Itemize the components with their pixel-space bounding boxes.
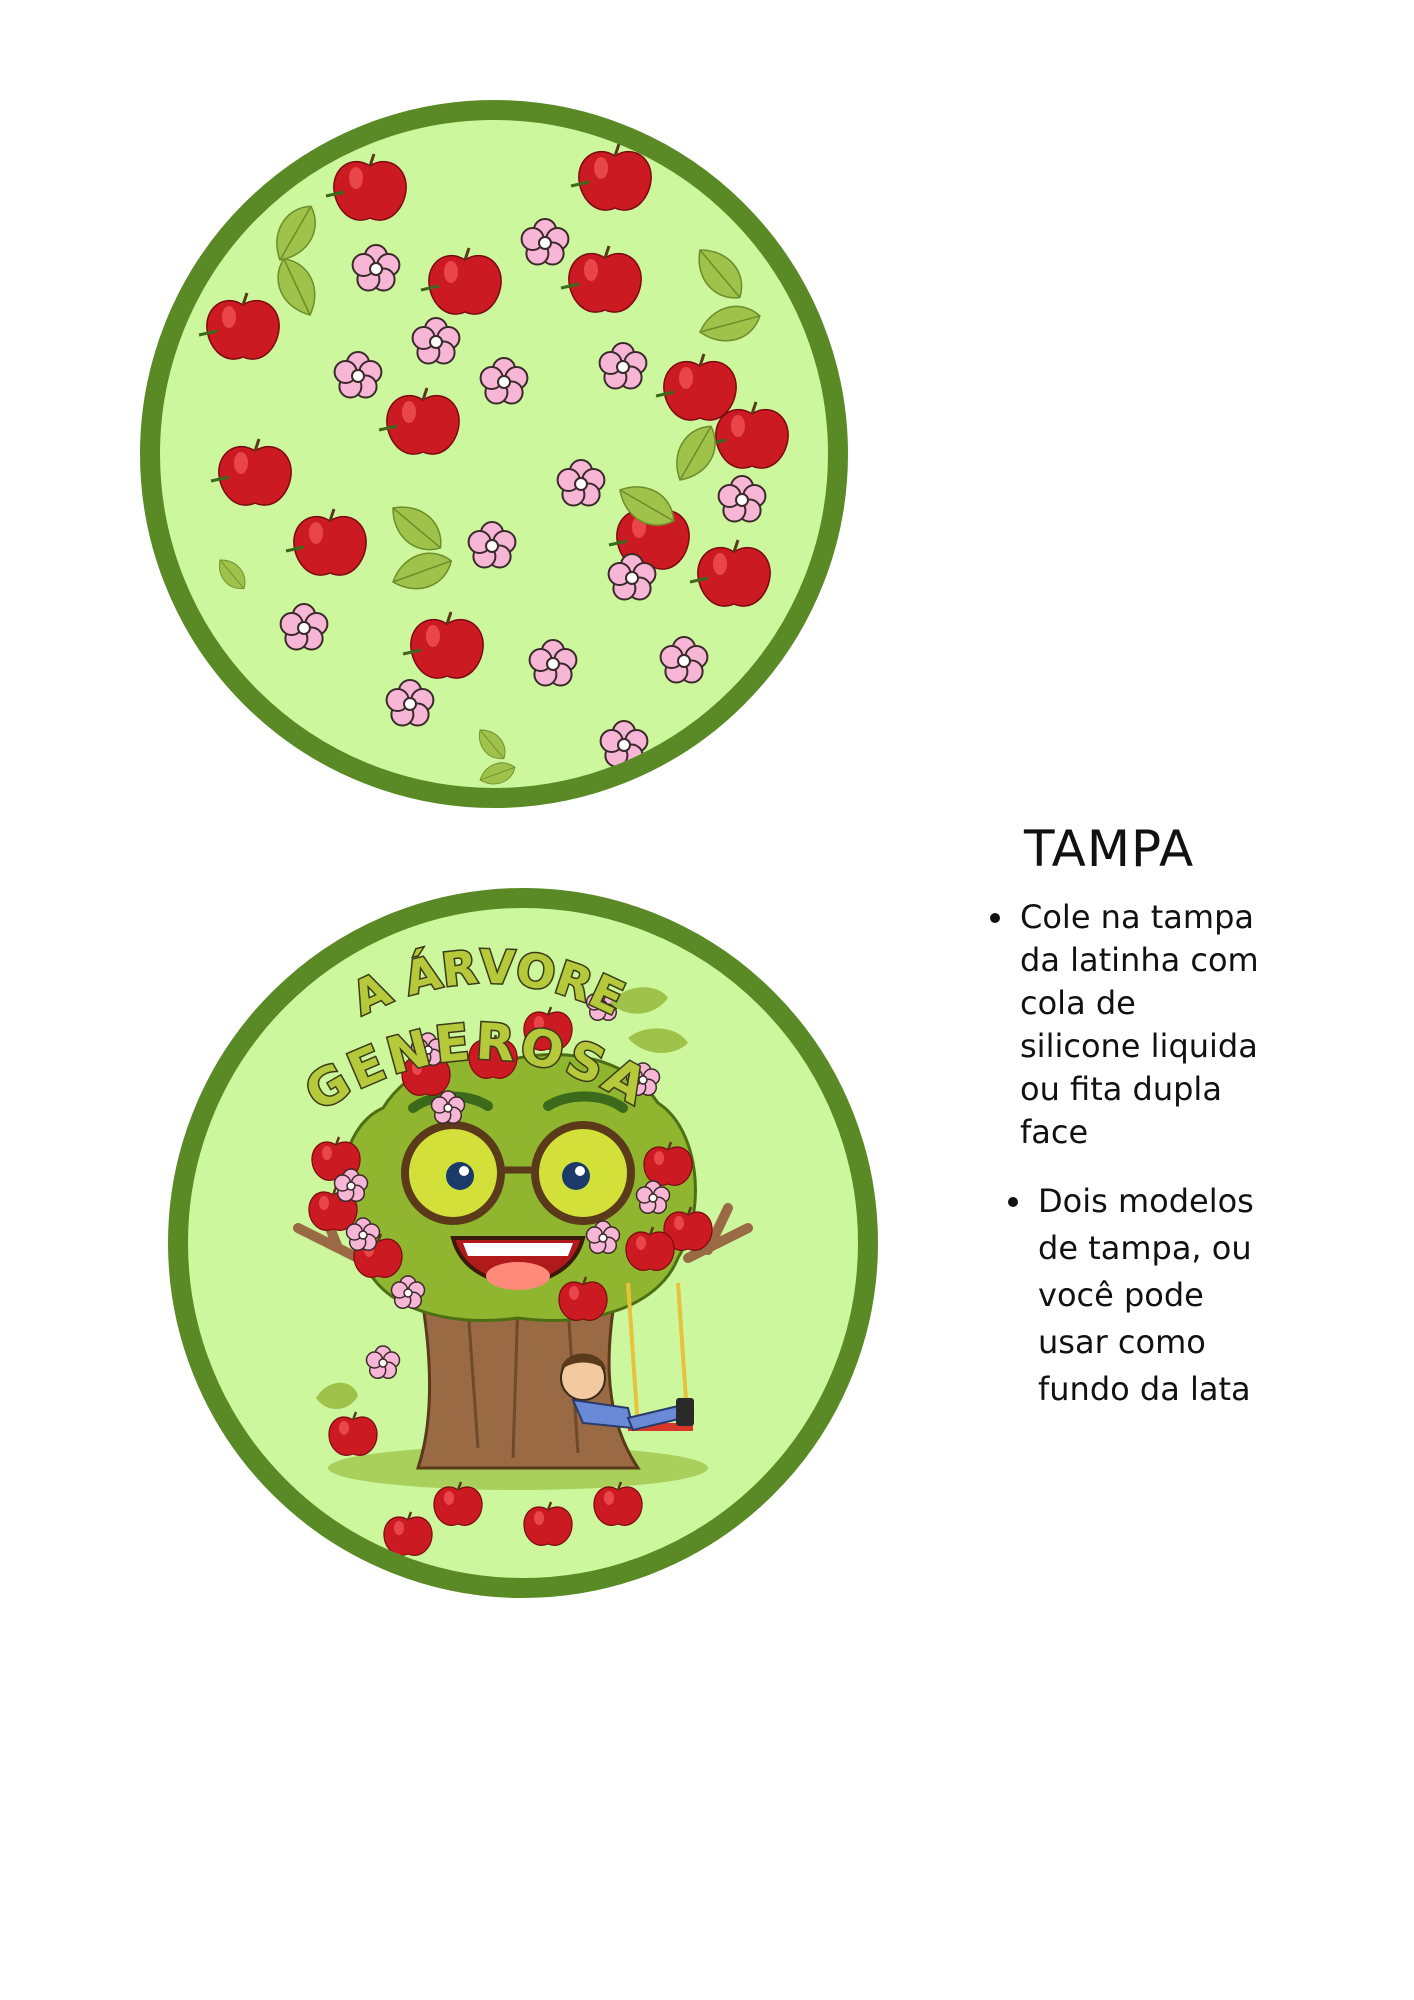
leaf-icon: [472, 724, 511, 765]
apple-icon: [403, 612, 483, 678]
flower-icon: [661, 637, 708, 683]
leaf-icon: [382, 495, 451, 560]
apple-icon: [379, 388, 459, 454]
apple-icon: [656, 354, 736, 420]
instructions-list: [975, 896, 1275, 1413]
flower-icon: [387, 680, 434, 726]
apple-icon: [286, 509, 366, 575]
flower-icon: [367, 1346, 400, 1378]
apple-icon: [326, 154, 406, 220]
flower-icon: [481, 358, 528, 404]
instructions-panel: [975, 820, 1275, 1413]
leaf-icon: [212, 554, 251, 595]
apple-icon: [561, 246, 641, 312]
flower-icon: [522, 219, 569, 265]
logo-line-1: A ÁRVORE: [343, 939, 633, 1026]
leaf-icon: [687, 239, 752, 308]
flower-icon: [281, 604, 328, 650]
leaf-icon: [266, 198, 326, 268]
generous-tree-illustration: [188, 908, 858, 1578]
apple-icon: [571, 144, 651, 210]
apple-icon: [384, 1512, 432, 1555]
instruction-item: Cole na tampa da latinha com cola de silicone liquida ou fita dupla face: [1020, 896, 1260, 1154]
flower-icon: [601, 721, 648, 767]
apple-icon: [211, 439, 291, 505]
apple-icon: [690, 540, 770, 606]
apple-icon: [524, 1502, 572, 1545]
flower-icon: [413, 318, 460, 364]
instruction-item: Dois modelos de tampa, ou você pode usar como fundo da lata: [1038, 1178, 1268, 1413]
flower-icon: [719, 476, 766, 522]
lid-design-tree: [168, 888, 878, 1598]
apple-icon: [594, 1482, 642, 1525]
logo-line-2: GENEROSA: [295, 1012, 660, 1123]
flower-icon: [335, 352, 382, 398]
flower-icon: [530, 640, 577, 686]
leaf-icon: [387, 545, 457, 597]
flower-icon: [469, 522, 516, 568]
page-title: TAMPA: [1024, 820, 1195, 878]
leaf-icon: [477, 758, 519, 788]
apple-icon: [421, 248, 501, 314]
apple-icon: [329, 1412, 377, 1455]
flower-icon: [353, 245, 400, 291]
lid-design-pattern: [140, 100, 848, 808]
leaf-icon: [696, 300, 764, 348]
apple-flower-pattern: [160, 120, 828, 788]
leaf-icon: [269, 252, 325, 322]
flower-icon: [558, 460, 605, 506]
flower-icon: [600, 343, 647, 389]
apple-icon: [199, 293, 279, 359]
